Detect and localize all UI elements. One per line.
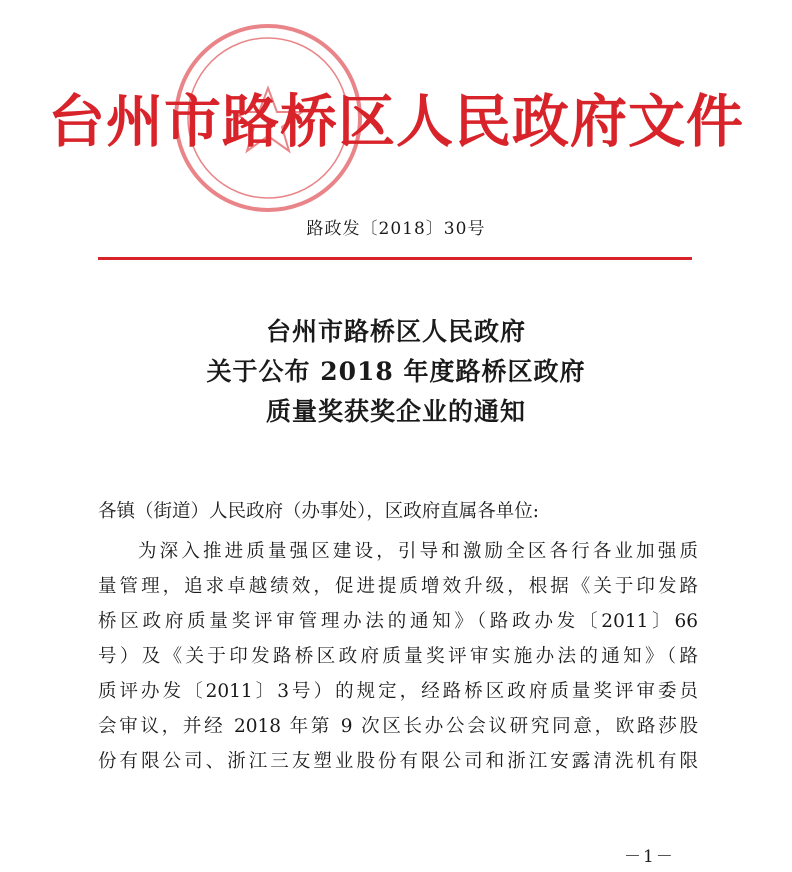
salutation: 各镇（街道）人民政府（办事处），区政府直属各单位: bbox=[98, 501, 539, 522]
paragraph-line: 桥区政府质量奖评审管理办法的通知》（路政办发〔2011〕66 bbox=[98, 611, 698, 632]
paragraph-line: 份有限公司、浙江三友塑业股份有限公司和浙江安露清洗机有限 bbox=[98, 751, 698, 772]
title-line-2: 关于公布 2018 年度路桥区政府 bbox=[206, 357, 586, 386]
notice-title bbox=[0, 312, 792, 432]
paragraph-line: 会审议，并经 2018 年第 9 次区长办公会议研究同意，欧路莎股 bbox=[98, 716, 698, 737]
title-line-1: 台州市路桥区人民政府 bbox=[265, 317, 526, 346]
document-masthead: 台州市路桥区人民政府文件 bbox=[48, 88, 744, 155]
paragraph-line: 为深入推进质量强区建设，引导和激励全区各行各业加强质 bbox=[138, 541, 698, 562]
document-number: 路政发〔2018〕30号 bbox=[306, 219, 486, 239]
paragraph-line: 号）及《关于印发路桥区政府质量奖评审实施办法的通知》（路 bbox=[98, 646, 698, 667]
red-divider-rule bbox=[98, 257, 692, 260]
page-number: －1－ bbox=[624, 847, 675, 867]
paragraph-line: 量管理，追求卓越绩效，促进提质增效升级，根据《关于印发路 bbox=[98, 576, 698, 597]
paragraph-line: 质评办发〔2011〕3号）的规定，经路桥区政府质量奖评审委员 bbox=[98, 681, 698, 702]
notice-body bbox=[98, 494, 698, 779]
title-line-3: 质量奖获奖企业的通知 bbox=[265, 397, 526, 426]
